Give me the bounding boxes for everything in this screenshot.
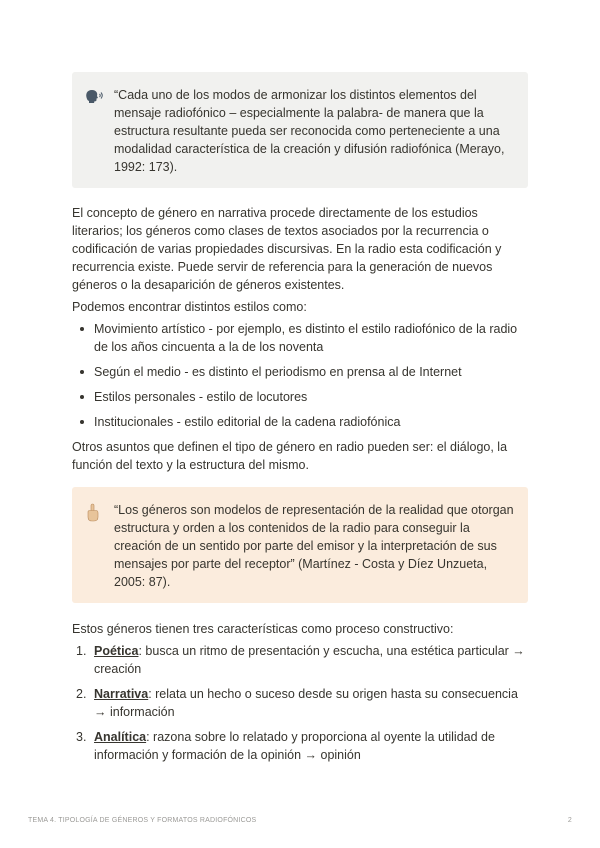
quote-text: “Los géneros son modelos de representación de la realidad que otorgan estructura y orden a los contenidos de la radio para conseguir la creación de un sentido por parte del emisor y la interpretación de sus mensajes por parte del receptor” (Martínez - Costa y Díez Unzueta, 2005: 87). (114, 503, 514, 589)
list-number: 1. (76, 644, 87, 658)
paragraph-genre-concept: El concepto de género en narrativa procede directamente de los estudios literarios; los géneros como clases de textos asociados por la recurrencia o codificación de varias propiedades discursivas. En la radio esta codificación y recurrencia existe. Puede servir de referencia para la generación de nuevos géneros o la desaparición de géneros existentes. (72, 206, 502, 292)
term-narrativa: Narrativa (94, 687, 149, 701)
page-content (72, 72, 528, 771)
list-item (72, 728, 528, 764)
styles-list (72, 320, 528, 431)
term-description: : razona sobre lo relatado y proporciona al oyente la utilidad de información y formación de la opinión → opinión (94, 730, 495, 762)
page-number: 2 (567, 817, 572, 824)
term-poetica: Poética (94, 644, 139, 658)
term-description: : relata un hecho o suceso desde su origen hasta su consecuencia → información (94, 687, 518, 719)
paragraph-styles-intro: Podemos encontrar distintos estilos como: (72, 300, 307, 314)
paragraph-characteristics-intro: Estos géneros tienen tres características como proceso constructivo: (72, 622, 454, 636)
footer-title: TEMA 4. TIPOLOGÍA DE GÉNEROS Y FORMATOS RADIOFÓNICOS (28, 817, 257, 824)
quote-callout-martinez (72, 487, 528, 603)
list-item (72, 685, 528, 721)
list-number: 3. (76, 730, 87, 744)
quote-text: “Cada uno de los modos de armonizar los distintos elementos del mensaje radiofónico – especialmente la palabra- de manera que la estructura resultante pueda ser reconocida como perteneciente a una modalidad característica de la creación y difusión radiofónica (Merayo, 1992: 173). (114, 88, 505, 174)
term-description: : busca un ritmo de presentación y escucha, una estética particular → creación (94, 644, 525, 676)
list-number: 2. (76, 687, 87, 701)
list-item: Estilos personales - estilo de locutores (72, 388, 528, 406)
term-analitica: Analítica (94, 730, 147, 744)
paragraph-other-topics: Otros asuntos que definen el tipo de género en radio pueden ser: el diálogo, la función del texto y la estructura del mismo. (72, 440, 508, 472)
list-item: Movimiento artístico - por ejemplo, es distinto el estilo radiofónico de la radio de los años cincuenta a la de los noventa (72, 320, 528, 356)
pointing-hand-icon (84, 503, 106, 528)
characteristics-list (72, 642, 528, 764)
list-item (72, 642, 528, 678)
list-item: Institucionales - estilo editorial de la cadena radiofónica (72, 413, 528, 431)
quote-callout-merayo (72, 72, 528, 188)
speaking-head-icon (84, 88, 106, 111)
list-item: Según el medio - es distinto el periodismo en prensa al de Internet (72, 363, 528, 381)
page-footer (28, 812, 572, 830)
